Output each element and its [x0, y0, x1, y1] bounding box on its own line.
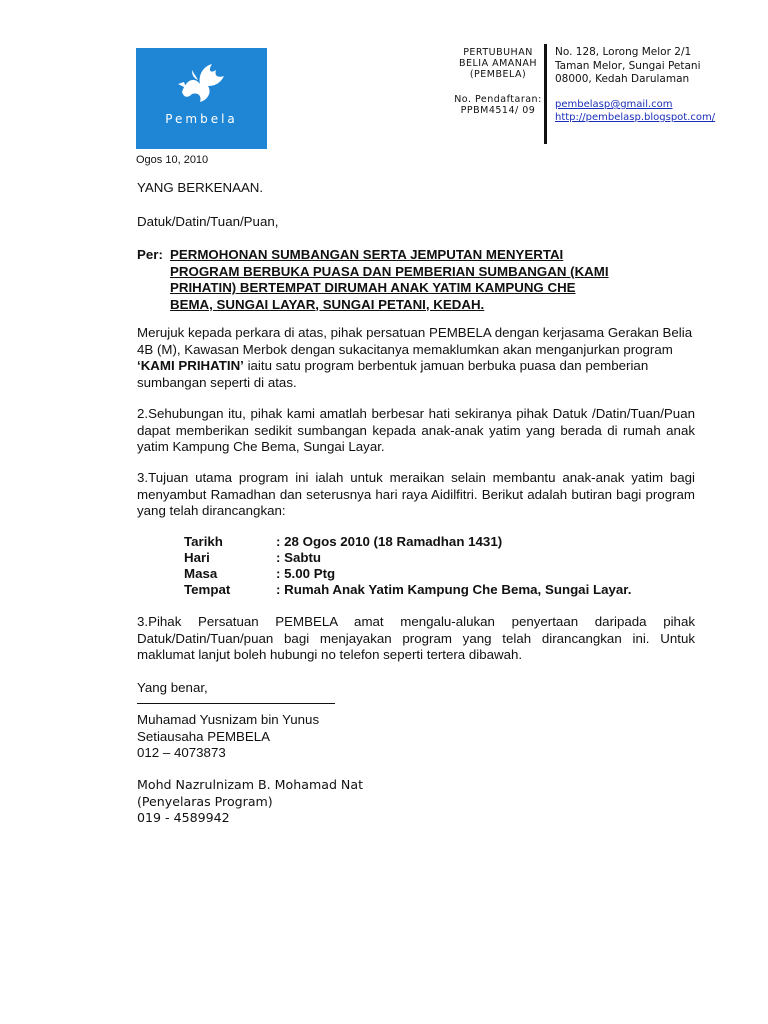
header-divider — [544, 44, 547, 144]
subject-line: PRIHATIN) BERTEMPAT DIRUMAH ANAK YATIM KAMPUNG CHE — [170, 280, 576, 295]
detail-key: Tempat — [184, 582, 231, 597]
contact-block — [555, 98, 715, 124]
signer-phone: 012 – 4073873 — [137, 745, 226, 760]
paragraph-1 — [137, 325, 695, 391]
recipient: YANG BERKENAAN. — [137, 180, 264, 195]
paragraph-2: 2.Sehubungan itu, pihak kami amatlah berbesar hati sekiranya pihak Datuk /Datin/Tuan/Puan dapat memberikan sedikit sumbangan kepada anak-anak yatim yang berada di rumah anak yatim Kampung Che Bema, Sungai Layar. — [137, 406, 695, 454]
address-line: 08000, Kedah Darulaman — [555, 73, 690, 85]
signer-name: Mohd Nazrulnizam B. Mohamad Nat — [137, 777, 364, 792]
registration-label: No. Pendaftaran: — [454, 94, 542, 105]
registration-number: PPBM4514/ 09 — [460, 105, 536, 116]
organisation-name — [452, 47, 544, 116]
email-link[interactable]: pembelasp@gmail.com — [555, 99, 673, 110]
subject-line: PERMOHONAN SUMBANGAN SERTA JEMPUTAN MENYERTAI — [170, 247, 564, 262]
detail-value: : 28 Ogos 2010 (18 Ramadhan 1431) — [276, 534, 503, 549]
detail-row — [184, 550, 631, 566]
signer-title: Setiausaha PEMBELA — [137, 728, 271, 744]
detail-value: : Rumah Anak Yatim Kampung Che Bema, Sungai Layar. — [276, 582, 632, 597]
closing: Yang benar, — [137, 680, 208, 695]
logo-wordmark: Pembela — [165, 112, 238, 126]
detail-row — [184, 582, 631, 598]
signer-phone: 019 - 4589942 — [137, 810, 230, 825]
detail-key: Masa — [184, 566, 218, 581]
subject-line: BEMA, SUNGAI LAYAR, SUNGAI PETANI, KEDAH. — [170, 296, 485, 312]
detail-row — [184, 534, 631, 550]
address-line: No. 128, Lorong Melor 2/1 — [555, 46, 692, 58]
org-line: BELIA AMANAH — [458, 58, 538, 69]
subject-line: PROGRAM BERBUKA PUASA DAN PEMBERIAN SUMBANGAN (KAMI — [170, 263, 609, 279]
website-link[interactable]: http://pembelasp.blogspot.com/ — [555, 112, 716, 123]
program-details — [184, 534, 631, 598]
subject-label: Per: — [137, 247, 163, 262]
subject — [170, 247, 670, 313]
letter-date: Ogos 10, 2010 — [136, 154, 209, 166]
address-line: Taman Melor, Sungai Petani — [555, 59, 701, 72]
detail-row — [184, 566, 631, 582]
detail-key: Hari — [184, 550, 210, 565]
org-line: (PEMBELA) — [469, 69, 527, 80]
signer-title: (Penyelaras Program) — [137, 793, 273, 809]
org-line: PERTUBUHAN — [463, 47, 533, 58]
bird-icon — [176, 62, 228, 108]
signer-secondary — [137, 777, 363, 827]
signer-primary — [137, 712, 319, 762]
paragraph-4: 3.Pihak Persatuan PEMBELA amat mengalu-alukan penyertaan daripada pihak Datuk/Datin/Tuan/puan bagi menjayakan program yang telah dirancangkan ini. Untuk maklumat lanjut boleh hubungi no telefon seperti tertera dibawah. — [137, 614, 695, 662]
paragraph-1-a: Merujuk kepada perkara di atas, pihak persatuan PEMBELA dengan kerjasama Gerakan Belia 4B (M), Kawasan Merbok dengan sukacitanya memaklumkan akan menganjurkan program — [137, 325, 693, 357]
paragraph-3: 3.Tujuan utama program ini ialah untuk meraikan selain membantu anak-anak yatim bagi menyambut Ramadhan dan seterusnya hari raya Aidilfitri. Berikut adalah butiran bagi program yang telah dirancangkan: — [137, 470, 695, 518]
detail-key: Tarikh — [184, 534, 223, 549]
salutation: Datuk/Datin/Tuan/Puan, — [137, 214, 279, 229]
signer-name: Muhamad Yusnizam bin Yunus — [137, 712, 320, 727]
detail-value: : Sabtu — [276, 550, 322, 565]
program-name: ‘KAMI PRIHATIN’ — [137, 358, 244, 373]
signature-line — [137, 703, 335, 704]
address-block — [555, 46, 701, 87]
paragraph-1-b: iaitu satu program berbentuk jamuan berbuka puasa dan pemberian sumbangan seperti di atas. — [137, 358, 649, 390]
pembela-logo — [136, 48, 267, 149]
detail-value: : 5.00 Ptg — [276, 566, 336, 581]
